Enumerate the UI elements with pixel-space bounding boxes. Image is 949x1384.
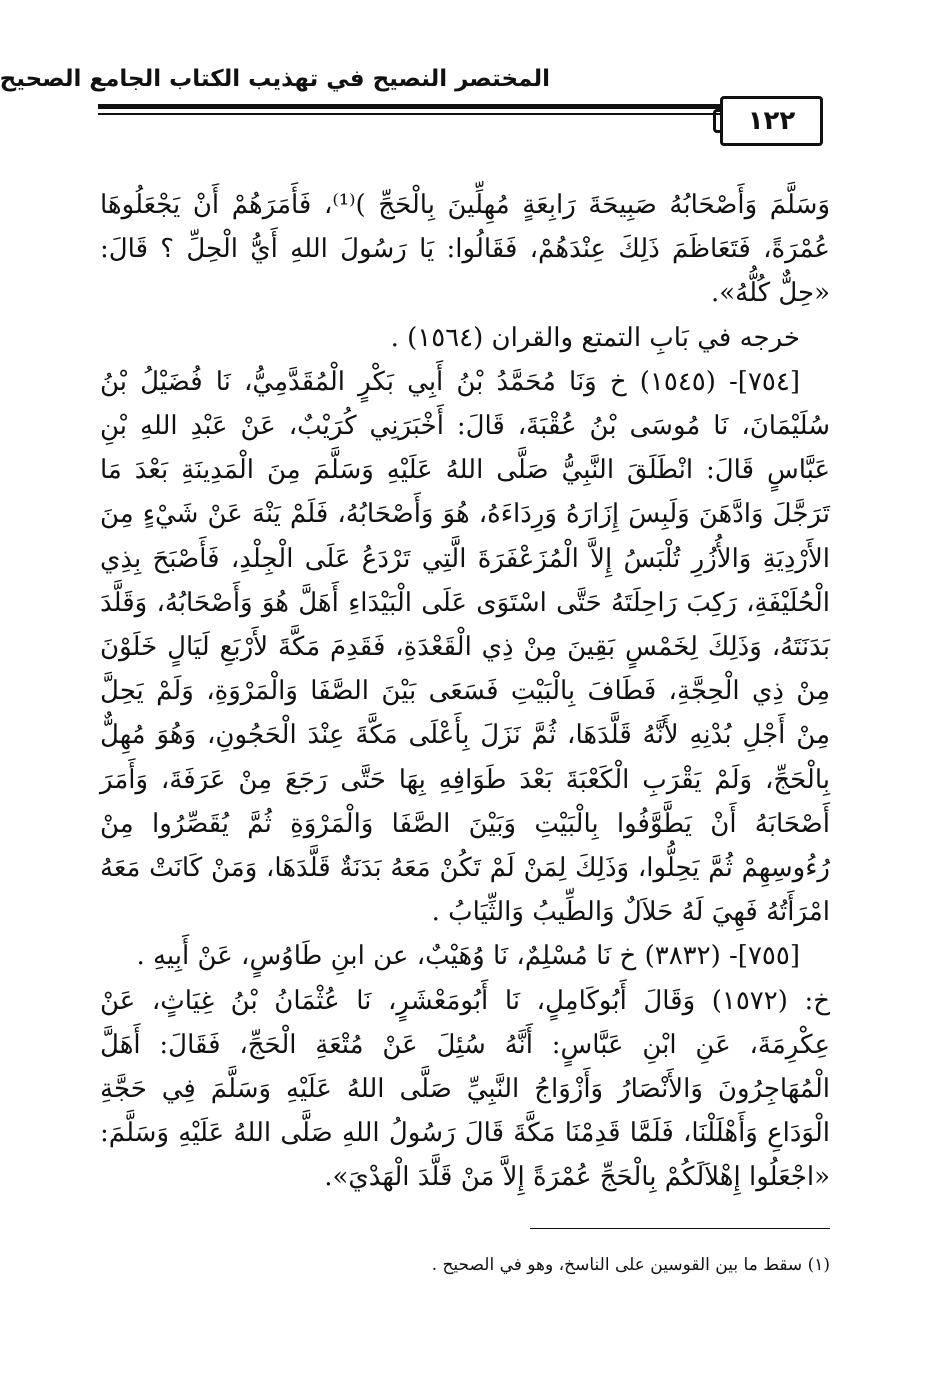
paragraph-hadith-754: [٧٥٤]- (١٥٤٥) خ وَنَا مُحَمَّدُ بْنُ أَبِي بَكْرٍ الْمُقَدَّمِيُّ، نَا فُضَيْلُ بْنُ سُلَيْمَانَ، نَا مُوسَى بْنُ عُقْبَةَ، قَالَ: أَخْبَرَنِي كُرَيْبٌ، عَنْ عَبْدِ اللهِ بْنِ عَبَّاسٍ قَالَ: انْطَلَقَ النَّبِيُّ صَلَّى اللهُ عَلَيْهِ وَسَلَّمَ مِنَ الْمَدِينَةِ بَعْدَ مَا تَرَجَّلَ وَادَّهَنَ وَلَبِسَ إِزَارَهُ وَرِدَاءَهُ، هُوَ وَأَصْحَابُهُ، فَلَمْ يَنْهَ عَنْ شَيْءٍ مِنَ الأَرْدِيَةِ وَالأُزُرِ تُلْبَسُ إِلاَّ الْمُزَعْفَرَةَ الَّتِي تَرْدَعُ عَلَى الْجِلْدِ، فَأَصْبَحَ بِذِي الْحُلَيْفَةِ، رَكِبَ رَاحِلَتَهُ حَتَّى اسْتَوَى عَلَى الْبَيْدَاءِ أَهَلَّ هُوَ وَأَصْحَابُهُ، وَقَلَّدَ بَدَنَتَهُ، وَذَلِكَ لِخَمْسٍ بَقِينَ مِنْ ذِي الْقَعْدَةِ، فَقَدِمَ مَكَّةَ لأَرْبَعِ لَيَالٍ خَلَوْنَ مِنْ ذِي الْحِجَّةِ، فَطَافَ بِالْبَيْتِ فَسَعَى بَيْنَ الصَّفَا وَالْمَرْوَةِ، وَلَمْ يَحِلَّ مِنْ أَجْلِ بُدْنِهِ لأَنَّهُ قَلَّدَهَا، ثُمَّ نَزَلَ بِأَعْلَى مَكَّةَ عِنْدَ الْحَجُونِ، وَهُوَ مُهِلٌّ بِالْحَجِّ، وَلَمْ يَقْرَبِ الْكَعْبَةَ بَعْدَ طَوَافِهِ بِهَا حَتَّى رَجَعَ مِنْ عَرَفَةَ، وَأَمَرَ أَصْحَابَهُ أَنْ يَطَّوَّفُوا بِالْبَيْتِ وَبَيْنَ الصَّفَا وَالْمَرْوَةِ ثُمَّ يُقَصِّرُوا مِنْ رُءُوسِهِمْ ثُمَّ يَحِلُّوا، وَذَلِكَ لِمَنْ لَمْ تَكُنْ مَعَهُ بَدَنَةٌ قَلَّدَهَا، وَمَنْ كَانَتْ مَعَهُ امْرَأَتُهُ فَهِيَ لَهُ حَلاَلٌ وَالطِّيبُ وَالثِّيَابُ . bbox=[100, 366, 830, 928]
footnote-separator bbox=[530, 1228, 830, 1229]
page-number: ١٢٢ bbox=[720, 96, 823, 146]
main-text bbox=[100, 183, 830, 1200]
running-title: المختصر النصيح في تهذيب الكتاب الجامع الصحيح bbox=[0, 66, 550, 92]
footnote: (١) سقط ما بين القوسين على الناسخ، وهو في الصحيح . bbox=[431, 1255, 830, 1275]
paragraph-takhrij: خرجه في بَابِ التمتع والقران (١٥٦٤) . bbox=[390, 322, 800, 353]
paragraph-hadith-755: [٧٥٥]- (٣٨٣٢) خ نَا مُسْلِمٌ، نَا وُهَيْبٌ، عن ابنِ طَاوُسٍ، عَنْ أَبِيهِ . bbox=[136, 941, 800, 972]
paragraph-continuation: وَسَلَّمَ وَأَصْحَابُهُ صَبِيحَةَ رَابِعَةٍ مُهِلِّينَ بِالْحَجِّ )⁽¹⁾، فَأَمَرَهُمْ أَنْ يَجْعَلُوهَا عُمْرَةً، فَتَعَاظَمَ ذَلِكَ عِنْدَهُمْ، فَقَالُوا: يَا رَسُولَ اللهِ أَيُّ الْحِلِّ ؟ قَالَ: «حِلٌّ كُلُّهُ». bbox=[100, 190, 830, 309]
paragraph-hadith-1572: خ: (١٥٧٢) وَقَالَ أَبُوكَامِلٍ، نَا أَبُومَعْشَرٍ، نَا عُثْمَانُ بْنُ غِيَاثٍ، عَنْ عِكْرِمَةَ، عَنِ ابْنِ عَبَّاسٍ: أَنَّهُ سُئِلَ عَنْ مُتْعَةِ الْحَجِّ، فَقَالَ: أَهَلَّ الْمُهَاجِرُونَ وَالأَنْصَارُ وَأَزْوَاجُ النَّبِيِّ صَلَّى اللهُ عَلَيْهِ وَسَلَّمَ فِي حَجَّةِ الْوَدَاعِ وَأَهْلَلْنَا، فَلَمَّا قَدِمْنَا مَكَّةَ قَالَ رَسُولُ اللهِ صَلَّى اللهُ عَلَيْهِ وَسَلَّمَ: «اجْعَلُوا إِهْلاَلَكُمْ بِالْحَجِّ عُمْرَةً إِلاَّ مَنْ قَلَّدَ الْهَدْيَ». bbox=[100, 985, 830, 1193]
header-rule-thin bbox=[98, 113, 720, 115]
header-rule-thick bbox=[98, 104, 720, 109]
